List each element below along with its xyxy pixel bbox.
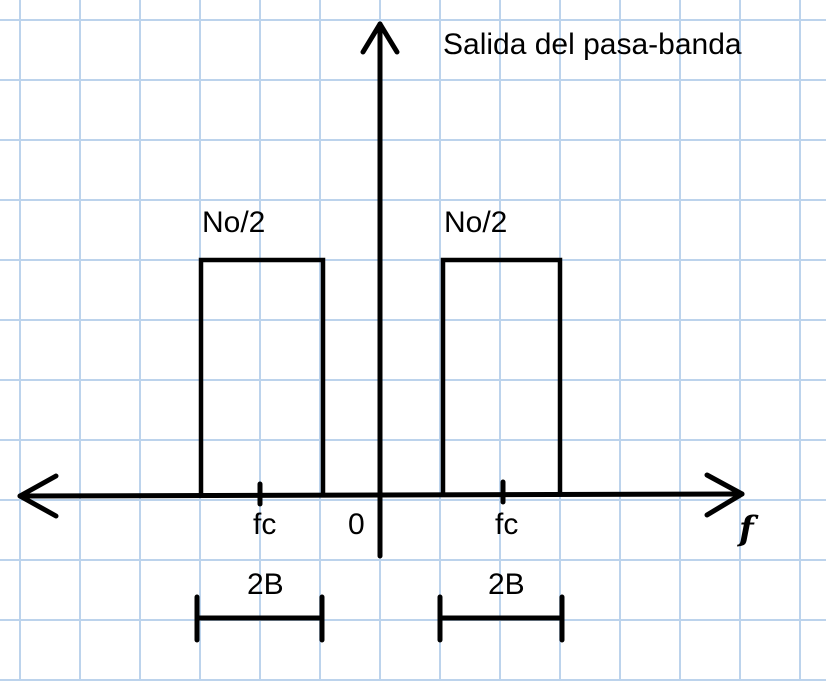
left-band-level-label: No/2 <box>202 206 266 239</box>
left-fc-label: fc <box>253 508 277 541</box>
origin-label: 0 <box>348 508 365 541</box>
diagram-title: Salida del pasa-banda <box>443 28 742 61</box>
right-bandwidth-label: 2B <box>488 568 525 601</box>
frequency-axis-label: f <box>739 509 754 549</box>
right-passband-rect <box>443 260 560 495</box>
left-passband-rect <box>201 260 323 495</box>
left-bandwidth-label: 2B <box>247 568 284 601</box>
right-band-level-label: No/2 <box>444 206 508 239</box>
right-fc-label: fc <box>495 508 519 541</box>
frequency-axis <box>20 494 742 496</box>
